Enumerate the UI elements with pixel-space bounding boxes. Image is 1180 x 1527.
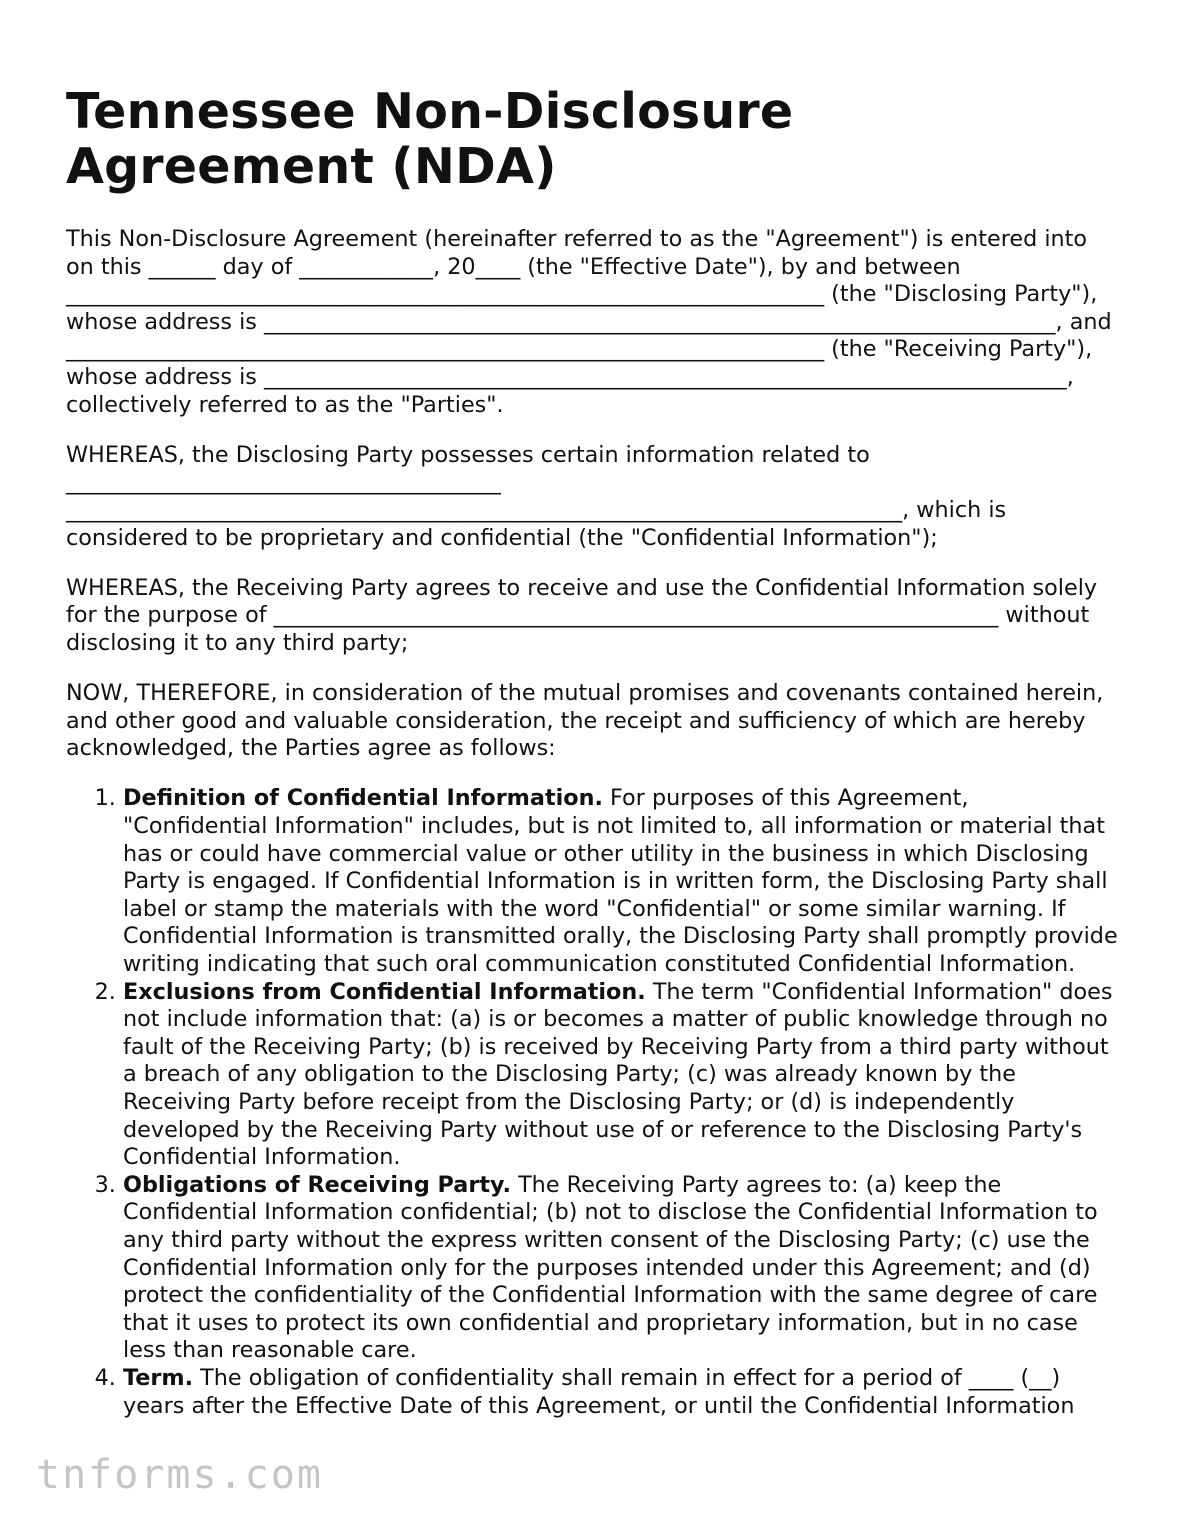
whereas-information-paragraph: WHEREAS, the Disclosing Party possesses certain information related to _______________________________________ ___________________________________________________________________________, which is considered to be proprietary and confidential (the "Confidential Information"); [66, 441, 1007, 551]
clause-text: The obligation of confidentiality shall remain in effect for a period of ____ (__) years after the Effective Date of this Agreement, or until the Confidential Information [123, 1364, 1075, 1419]
clause-item [123, 785, 1118, 978]
clause-item [123, 979, 1118, 1172]
document-body [66, 226, 1118, 1420]
whereas-purpose-paragraph: WHEREAS, the Receiving Party agrees to receive and use the Confidential Information solely for the purpose of _________________________________________________________________ without disclosing it to any third party; [66, 574, 1098, 656]
clause-list [66, 785, 1118, 1420]
now-therefore-paragraph: NOW, THEREFORE, in consideration of the mutual promises and covenants contained herein, and other good and valuable consideration, the receipt and sufficiency of which are hereby acknowledged, the Parties agree as follows: [66, 680, 1104, 762]
clause-title: Term. [123, 1364, 194, 1391]
intro-paragraph: This Non-Disclosure Agreement (hereinafter referred to as the "Agreement") is entered into on this ______ day of ____________, 20____ (the "Effective Date"), by and between ____________________________________________________________________ (the "Disclosing Party"), whose address is _______________________________________________________________________, and ____________________________________________________________________ (the "Receiving Party"), whose address is ________________________________________________________________________, collectively referred to as the "Parties". [66, 226, 1112, 418]
clause-text: The term "Confidential Information" does not include information that: (a) is or becomes a matter of public knowledge through no fault of the Receiving Party; (b) is received by Receiving Party from a third party without a breach of any obligation to the Disclosing Party; (c) was already known by the Receiving Party before receipt from the Disclosing Party; or (d) is independently developed by the Receiving Party without use of or reference to the Disclosing Party's Confidential Information. [123, 978, 1113, 1171]
clause-text: The Receiving Party agrees to: (a) keep the Confidential Information confidential; (b) not to disclose the Confidential Information to any third party without the express written consent of the Disclosing Party; (c) use the Confidential Information only for the purposes intended under this Agreement; and (d) protect the confidentiality of the Confidential Information with the same degree of care that it uses to protect its own confidential and proprietary information, but in no case less than reasonable care. [123, 1171, 1098, 1364]
clause-text: For purposes of this Agreement, "Confidential Information" includes, but is not limited to, all information or material that has or could have commercial value or other utility in the business in which Disclosing Party is engaged. If Confidential Information is in written form, the Disclosing Party shall label or stamp the materials with the word "Confidential" or some similar warning. If Confidential Information is transmitted orally, the Disclosing Party shall promptly provide writing indicating that such oral communication constituted Confidential Information. [123, 785, 1118, 978]
watermark: tnforms.com [36, 1452, 323, 1498]
document-title: Tennessee Non-Disclosure Agreement (NDA) [66, 83, 794, 195]
clause-item [123, 1172, 1118, 1365]
clause-item [123, 1365, 1118, 1420]
clause-title: Definition of Confidential Information. [123, 785, 603, 812]
clause-title: Obligations of Receiving Party. [123, 1171, 511, 1198]
clause-title: Exclusions from Confidential Information. [123, 978, 646, 1005]
